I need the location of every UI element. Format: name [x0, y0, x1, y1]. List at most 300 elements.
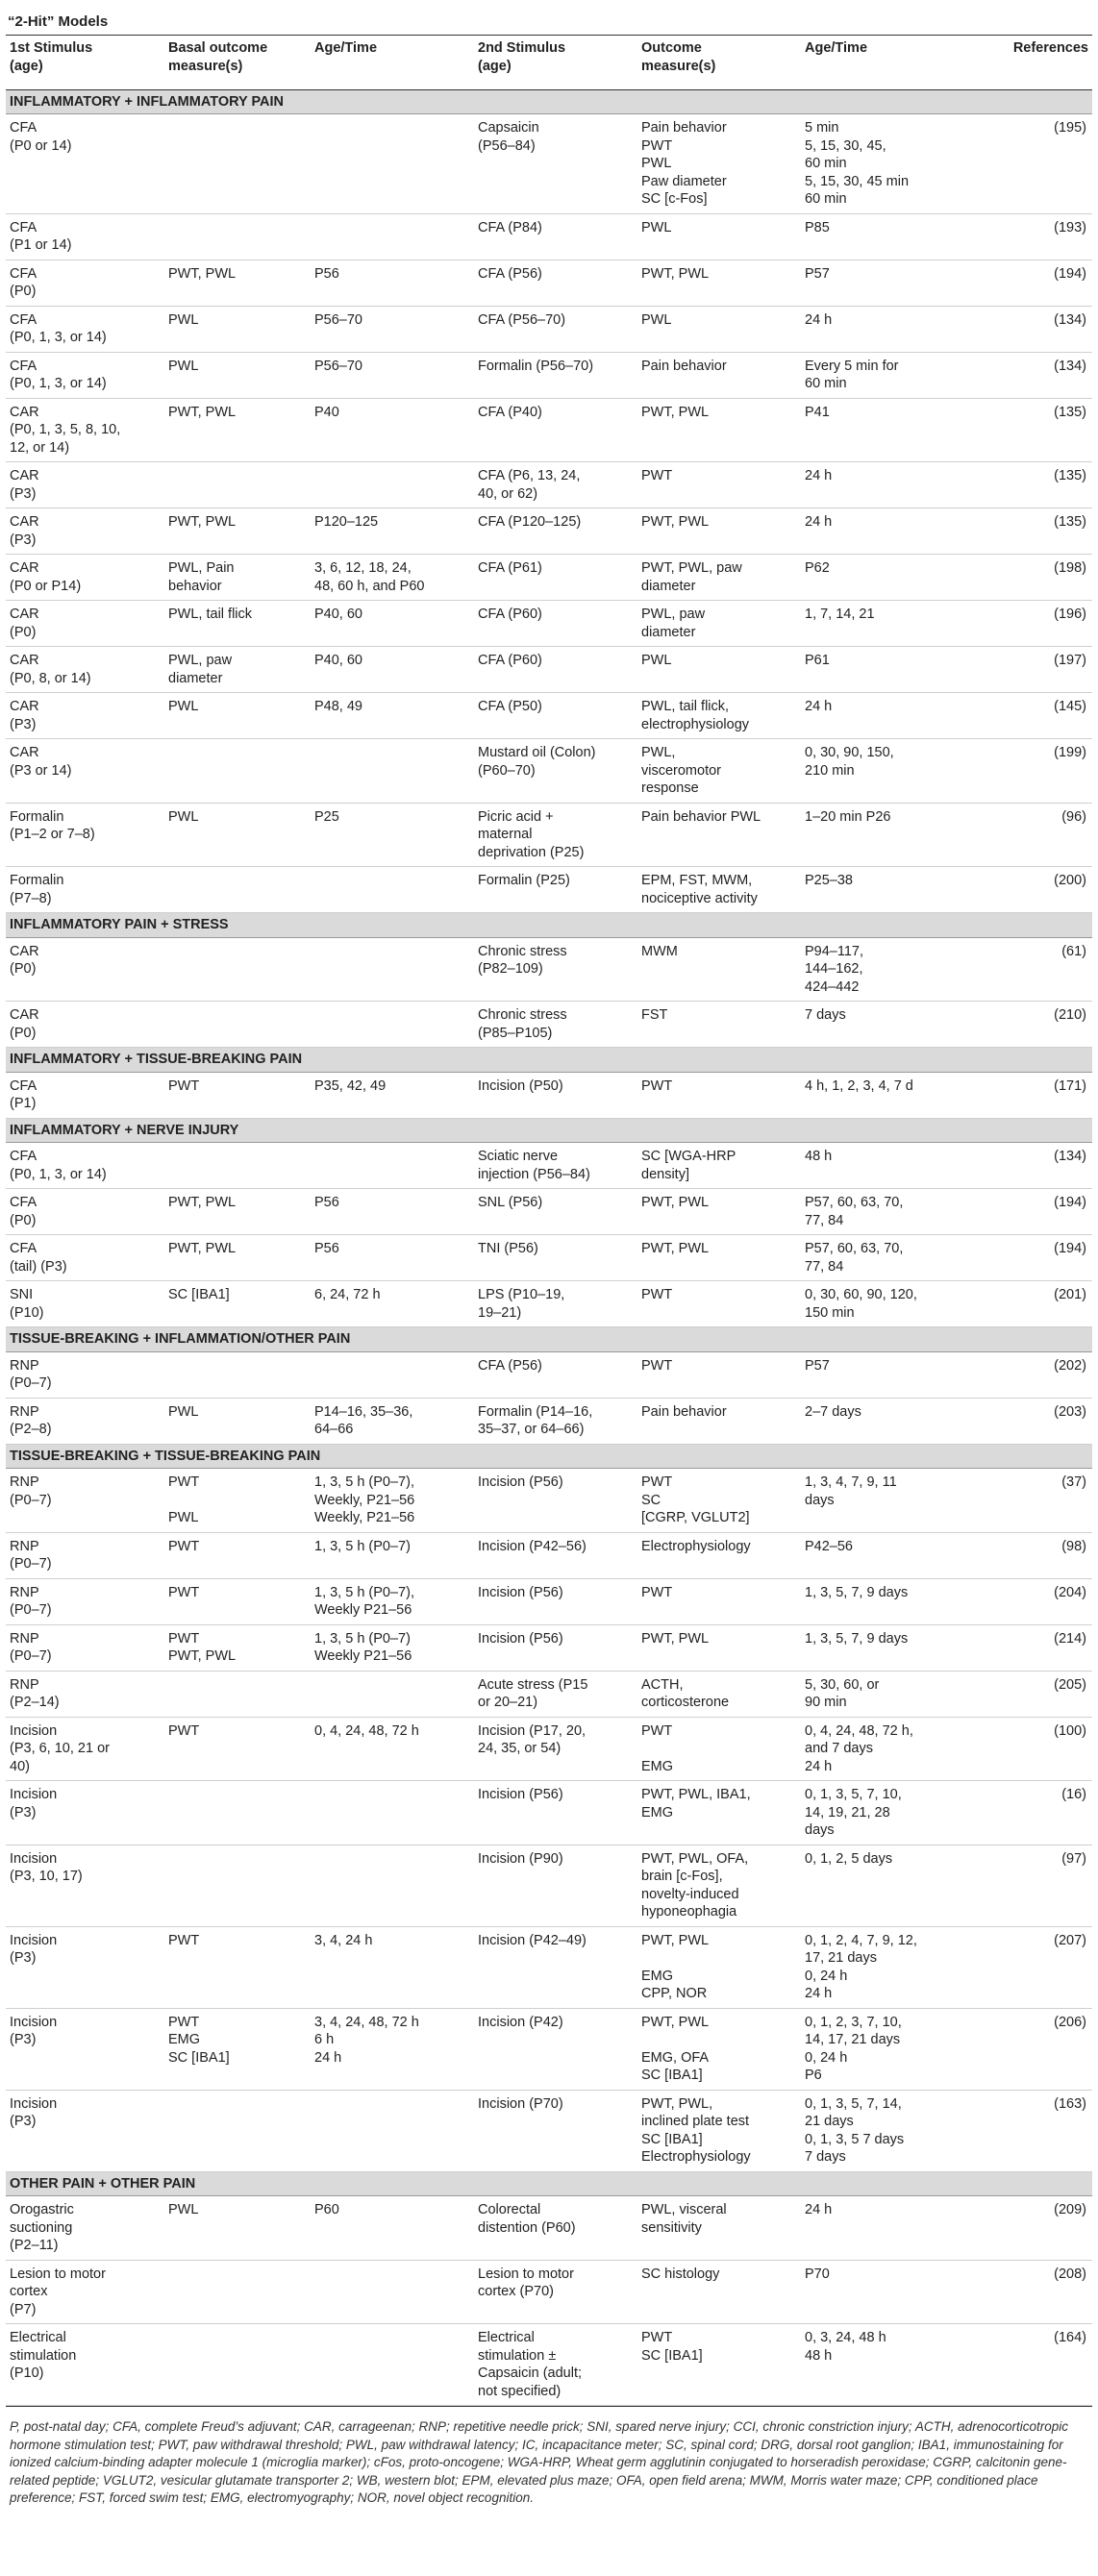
cell-outcome: PWL, visceral sensitivity — [637, 2196, 801, 2261]
cell-age-time-1: P14–16, 35–36, 64–66 — [311, 1398, 474, 1444]
cell-age-time-2: P61 — [801, 647, 981, 693]
cell-basal-outcome — [164, 1671, 311, 1717]
cell-outcome: PWT, PWL EMG CPP, NOR — [637, 1926, 801, 2008]
cell-basal-outcome — [164, 1351, 311, 1398]
cell-age-time-2: 1, 3, 5, 7, 9 days — [801, 1578, 981, 1624]
cell-second-stimulus: CFA (P60) — [474, 601, 637, 647]
cell-second-stimulus: Mustard oil (Colon) (P60–70) — [474, 739, 637, 804]
cell-age-time-1 — [311, 1351, 474, 1398]
cell-outcome: EPM, FST, MWM, nociceptive activity — [637, 867, 801, 913]
cell-outcome: PWT SC [CGRP, VGLUT2] — [637, 1469, 801, 1533]
cell-reference: (203) — [981, 1398, 1092, 1444]
cell-age-time-2: P57 — [801, 1351, 981, 1398]
table-caption: “2-Hit” Models — [6, 10, 1092, 36]
cell-outcome: PWL, tail flick, electrophysiology — [637, 693, 801, 739]
cell-reference: (96) — [981, 803, 1092, 867]
table-row — [6, 2196, 1092, 2261]
cell-age-time-2: 24 h — [801, 693, 981, 739]
cell-age-time-2: P57, 60, 63, 70, 77, 84 — [801, 1235, 981, 1281]
cell-basal-outcome: PWT — [164, 1532, 311, 1578]
cell-second-stimulus: CFA (P60) — [474, 647, 637, 693]
cell-first-stimulus: CFA (P0) — [6, 1189, 164, 1235]
cell-first-stimulus: Incision (P3) — [6, 1926, 164, 2008]
cell-reference: (195) — [981, 114, 1092, 214]
cell-basal-outcome — [164, 2324, 311, 2406]
section-header-row — [6, 913, 1092, 938]
cell-reference: (194) — [981, 1189, 1092, 1235]
cell-age-time-1: 0, 4, 24, 48, 72 h — [311, 1717, 474, 1781]
cell-first-stimulus: RNP (P0–7) — [6, 1578, 164, 1624]
cell-basal-outcome — [164, 1143, 311, 1189]
cell-age-time-2: 5, 30, 60, or 90 min — [801, 1671, 981, 1717]
table-row — [6, 739, 1092, 804]
table-row — [6, 1002, 1092, 1048]
cell-basal-outcome: PWL — [164, 306, 311, 352]
cell-first-stimulus: RNP (P0–7) — [6, 1532, 164, 1578]
cell-outcome: SC histology — [637, 2260, 801, 2324]
cell-reference: (135) — [981, 462, 1092, 508]
cell-reference: (199) — [981, 739, 1092, 804]
cell-basal-outcome: PWL — [164, 693, 311, 739]
table-row — [6, 1781, 1092, 1845]
section-header-row — [6, 1048, 1092, 1073]
cell-second-stimulus: LPS (P10–19, 19–21) — [474, 1281, 637, 1327]
cell-second-stimulus: Sciatic nerve injection (P56–84) — [474, 1143, 637, 1189]
cell-outcome: PWL — [637, 647, 801, 693]
cell-age-time-2: 0, 30, 60, 90, 120, 150 min — [801, 1281, 981, 1327]
cell-age-time-2: 1–20 min P26 — [801, 803, 981, 867]
cell-age-time-1 — [311, 2090, 474, 2171]
cell-basal-outcome: PWT, PWL — [164, 1235, 311, 1281]
cell-age-time-2: 24 h — [801, 462, 981, 508]
cell-outcome: PWT, PWL — [637, 508, 801, 555]
cell-first-stimulus: CFA (P1) — [6, 1072, 164, 1118]
cell-age-time-1 — [311, 1671, 474, 1717]
cell-reference: (134) — [981, 306, 1092, 352]
cell-second-stimulus: CFA (P84) — [474, 213, 637, 260]
cell-first-stimulus: Formalin (P1–2 or 7–8) — [6, 803, 164, 867]
section-title: INFLAMMATORY + TISSUE-BREAKING PAIN — [6, 1048, 1092, 1073]
cell-basal-outcome — [164, 114, 311, 214]
cell-basal-outcome: PWL, tail flick — [164, 601, 311, 647]
cell-age-time-1: 6, 24, 72 h — [311, 1281, 474, 1327]
cell-outcome: PWT EMG — [637, 1717, 801, 1781]
table-row — [6, 1469, 1092, 1533]
cell-outcome: Pain behavior PWT PWL Paw diameter SC [c-Fos] — [637, 114, 801, 214]
table-row — [6, 306, 1092, 352]
table-row — [6, 1281, 1092, 1327]
cell-outcome: PWT, PWL — [637, 1235, 801, 1281]
cell-first-stimulus: CAR (P0) — [6, 937, 164, 1002]
cell-reference: (193) — [981, 213, 1092, 260]
table-row — [6, 1578, 1092, 1624]
table-row — [6, 1351, 1092, 1398]
cell-age-time-1: P56–70 — [311, 306, 474, 352]
cell-first-stimulus: CFA (P0) — [6, 260, 164, 306]
table-row — [6, 114, 1092, 214]
cell-outcome: PWT, PWL — [637, 398, 801, 462]
cell-first-stimulus: CAR (P0) — [6, 1002, 164, 1048]
table-row — [6, 1398, 1092, 1444]
cell-basal-outcome: PWT — [164, 1578, 311, 1624]
table-footnote: P, post-natal day; CFA, complete Freud’s adjuvant; CAR, carrageenan; RNP; repetitive needle prick; SNI, spared nerve injury; CCI, chronic constriction injury; ACTH, adrenocorticotropic hormone stimulation test; PWT, paw withdrawal threshold; PWL, paw withdrawal latency; IC, incapacitance meter; SC, spinal cord; DRG, dorsal root ganglion; IBA1, immunostaining for ionized calcium-binding adapter molecule 1 (microglia marker); cFos, proto-oncogene; WGA-HRP, Wheat germ agglutinin conjugated to horseradish peroxidase; CGRP, calcitonin gene-related peptide; VGLUT2, vesicular glutamate transporter 2; WB, western blot; EPM, elevated plus maze; OFA, open field arena; MWM, Morris water maze; CPP, conditioned place preference; FST, forced swim test; EMG, electromyography; NOR, novel object recognition. — [6, 2406, 1092, 2508]
cell-outcome: PWT, PWL — [637, 1624, 801, 1671]
cell-first-stimulus: CAR (P3) — [6, 462, 164, 508]
cell-second-stimulus: Incision (P56) — [474, 1578, 637, 1624]
cell-age-time-2: 2–7 days — [801, 1398, 981, 1444]
cell-second-stimulus: Lesion to motor cortex (P70) — [474, 2260, 637, 2324]
cell-age-time-1: 1, 3, 5 h (P0–7) Weekly P21–56 — [311, 1624, 474, 1671]
models-table — [6, 36, 1092, 2406]
cell-age-time-2: 0, 1, 3, 5, 7, 14, 21 days 0, 1, 3, 5 7 days 7 days — [801, 2090, 981, 2171]
table-row — [6, 1235, 1092, 1281]
table-row — [6, 260, 1092, 306]
cell-age-time-2: 0, 1, 2, 3, 7, 10, 14, 17, 21 days 0, 24 h P6 — [801, 2008, 981, 2090]
cell-first-stimulus: Orogastric suctioning (P2–11) — [6, 2196, 164, 2261]
cell-reference: (194) — [981, 260, 1092, 306]
header-age-time-2: Age/Time — [801, 36, 981, 89]
cell-reference: (208) — [981, 2260, 1092, 2324]
cell-reference: (210) — [981, 1002, 1092, 1048]
cell-basal-outcome: PWT — [164, 1072, 311, 1118]
section-header-row — [6, 1327, 1092, 1352]
cell-age-time-1: P40 — [311, 398, 474, 462]
table-row — [6, 508, 1092, 555]
cell-outcome: PWT, PWL — [637, 260, 801, 306]
cell-basal-outcome — [164, 213, 311, 260]
cell-age-time-1 — [311, 1002, 474, 1048]
cell-age-time-2: P41 — [801, 398, 981, 462]
table-row — [6, 1671, 1092, 1717]
cell-reference: (206) — [981, 2008, 1092, 2090]
cell-outcome: Pain behavior — [637, 1398, 801, 1444]
cell-first-stimulus: CFA (P1 or 14) — [6, 213, 164, 260]
cell-age-time-1: P56 — [311, 1189, 474, 1235]
cell-first-stimulus: Incision (P3) — [6, 2090, 164, 2171]
cell-second-stimulus: CFA (P6, 13, 24, 40, or 62) — [474, 462, 637, 508]
cell-age-time-1 — [311, 2260, 474, 2324]
cell-age-time-1: 1, 3, 5 h (P0–7), Weekly, P21–56 Weekly, P21–56 — [311, 1469, 474, 1533]
cell-age-time-2: P62 — [801, 555, 981, 601]
cell-reference: (16) — [981, 1781, 1092, 1845]
cell-second-stimulus: CFA (P50) — [474, 693, 637, 739]
cell-first-stimulus: RNP (P2–8) — [6, 1398, 164, 1444]
cell-reference: (37) — [981, 1469, 1092, 1533]
cell-age-time-1 — [311, 867, 474, 913]
cell-age-time-2: 7 days — [801, 1002, 981, 1048]
cell-first-stimulus: CAR (P0 or P14) — [6, 555, 164, 601]
cell-first-stimulus: Incision (P3, 10, 17) — [6, 1845, 164, 1926]
cell-reference: (135) — [981, 398, 1092, 462]
table-row — [6, 1189, 1092, 1235]
cell-reference: (163) — [981, 2090, 1092, 2171]
cell-outcome: SC [WGA-HRP density] — [637, 1143, 801, 1189]
cell-second-stimulus: CFA (P56) — [474, 1351, 637, 1398]
table-row — [6, 555, 1092, 601]
cell-age-time-2: P70 — [801, 2260, 981, 2324]
cell-first-stimulus: CAR (P0) — [6, 601, 164, 647]
table-row — [6, 2324, 1092, 2406]
cell-second-stimulus: Chronic stress (P85–P105) — [474, 1002, 637, 1048]
cell-outcome: PWT SC [IBA1] — [637, 2324, 801, 2406]
cell-basal-outcome: PWL — [164, 803, 311, 867]
cell-basal-outcome: PWT, PWL — [164, 1189, 311, 1235]
section-header-row — [6, 1118, 1092, 1143]
cell-age-time-2: P57, 60, 63, 70, 77, 84 — [801, 1189, 981, 1235]
cell-age-time-1 — [311, 2324, 474, 2406]
table-row — [6, 213, 1092, 260]
cell-basal-outcome — [164, 1845, 311, 1926]
cell-age-time-2: 1, 3, 4, 7, 9, 11 days — [801, 1469, 981, 1533]
table-row — [6, 937, 1092, 1002]
cell-reference: (145) — [981, 693, 1092, 739]
cell-age-time-1: P120–125 — [311, 508, 474, 555]
cell-second-stimulus: CFA (P56) — [474, 260, 637, 306]
cell-first-stimulus: Incision (P3, 6, 10, 21 or 40) — [6, 1717, 164, 1781]
cell-second-stimulus: Incision (P70) — [474, 2090, 637, 2171]
cell-outcome: PWL — [637, 213, 801, 260]
cell-basal-outcome: PWT — [164, 1717, 311, 1781]
cell-second-stimulus: Incision (P56) — [474, 1469, 637, 1533]
cell-age-time-2: 1, 3, 5, 7, 9 days — [801, 1624, 981, 1671]
table-header — [6, 36, 1092, 89]
cell-first-stimulus: Incision (P3) — [6, 2008, 164, 2090]
cell-outcome: FST — [637, 1002, 801, 1048]
cell-age-time-2: P25–38 — [801, 867, 981, 913]
cell-second-stimulus: CFA (P40) — [474, 398, 637, 462]
cell-age-time-2: 4 h, 1, 2, 3, 4, 7 d — [801, 1072, 981, 1118]
cell-age-time-1 — [311, 114, 474, 214]
cell-reference: (98) — [981, 1532, 1092, 1578]
cell-second-stimulus: Incision (P56) — [474, 1781, 637, 1845]
cell-age-time-2: 48 h — [801, 1143, 981, 1189]
cell-first-stimulus: RNP (P0–7) — [6, 1624, 164, 1671]
cell-age-time-2: 0, 4, 24, 48, 72 h, and 7 days 24 h — [801, 1717, 981, 1781]
cell-age-time-1: 1, 3, 5 h (P0–7), Weekly P21–56 — [311, 1578, 474, 1624]
cell-basal-outcome — [164, 2090, 311, 2171]
cell-age-time-2: 0, 1, 3, 5, 7, 10, 14, 19, 21, 28 days — [801, 1781, 981, 1845]
cell-outcome: PWL, paw diameter — [637, 601, 801, 647]
cell-basal-outcome: PWT PWL — [164, 1469, 311, 1533]
cell-outcome: Electrophysiology — [637, 1532, 801, 1578]
section-title: TISSUE-BREAKING + INFLAMMATION/OTHER PAIN — [6, 1327, 1092, 1352]
cell-second-stimulus: TNI (P56) — [474, 1235, 637, 1281]
table-row — [6, 2260, 1092, 2324]
section-title: INFLAMMATORY + INFLAMMATORY PAIN — [6, 89, 1092, 114]
cell-first-stimulus: Lesion to motor cortex (P7) — [6, 2260, 164, 2324]
cell-second-stimulus: CFA (P61) — [474, 555, 637, 601]
table-row — [6, 352, 1092, 398]
table-row — [6, 1717, 1092, 1781]
cell-reference: (207) — [981, 1926, 1092, 2008]
table-row — [6, 1532, 1092, 1578]
cell-age-time-1: 3, 4, 24, 48, 72 h 6 h 24 h — [311, 2008, 474, 2090]
header-second-stimulus: 2nd Stimulus (age) — [474, 36, 637, 89]
cell-age-time-2: 0, 1, 2, 5 days — [801, 1845, 981, 1926]
cell-age-time-1: P60 — [311, 2196, 474, 2261]
cell-second-stimulus: Picric acid + maternal deprivation (P25) — [474, 803, 637, 867]
cell-age-time-2: 0, 30, 90, 150, 210 min — [801, 739, 981, 804]
cell-age-time-1 — [311, 1143, 474, 1189]
cell-basal-outcome: PWT EMG SC [IBA1] — [164, 2008, 311, 2090]
cell-second-stimulus: Formalin (P14–16, 35–37, or 64–66) — [474, 1398, 637, 1444]
cell-basal-outcome — [164, 2260, 311, 2324]
cell-outcome: PWT — [637, 462, 801, 508]
table-row — [6, 1143, 1092, 1189]
cell-first-stimulus: RNP (P2–14) — [6, 1671, 164, 1717]
cell-outcome: PWT, PWL, inclined plate test SC [IBA1] Electrophysiology — [637, 2090, 801, 2171]
cell-age-time-1: P40, 60 — [311, 647, 474, 693]
table-row — [6, 1926, 1092, 2008]
cell-second-stimulus: Chronic stress (P82–109) — [474, 937, 637, 1002]
cell-basal-outcome — [164, 1781, 311, 1845]
cell-outcome: PWT — [637, 1281, 801, 1327]
cell-reference: (97) — [981, 1845, 1092, 1926]
cell-age-time-2: P42–56 — [801, 1532, 981, 1578]
cell-age-time-2: 1, 7, 14, 21 — [801, 601, 981, 647]
cell-age-time-1 — [311, 462, 474, 508]
cell-basal-outcome: PWT — [164, 1926, 311, 2008]
cell-reference: (204) — [981, 1578, 1092, 1624]
cell-outcome: PWL, visceromotor response — [637, 739, 801, 804]
cell-outcome: PWT, PWL — [637, 1189, 801, 1235]
cell-outcome: Pain behavior — [637, 352, 801, 398]
cell-first-stimulus: CFA (tail) (P3) — [6, 1235, 164, 1281]
cell-first-stimulus: Formalin (P7–8) — [6, 867, 164, 913]
cell-age-time-1: P56 — [311, 260, 474, 306]
cell-age-time-1: P40, 60 — [311, 601, 474, 647]
section-title: OTHER PAIN + OTHER PAIN — [6, 2171, 1092, 2196]
cell-outcome: PWT, PWL, paw diameter — [637, 555, 801, 601]
cell-first-stimulus: Electrical stimulation (P10) — [6, 2324, 164, 2406]
cell-age-time-1: P48, 49 — [311, 693, 474, 739]
table-body — [6, 89, 1092, 2406]
cell-age-time-1: 1, 3, 5 h (P0–7) — [311, 1532, 474, 1578]
cell-second-stimulus: CFA (P56–70) — [474, 306, 637, 352]
table-row — [6, 2090, 1092, 2171]
table-row — [6, 1845, 1092, 1926]
table-row — [6, 398, 1092, 462]
cell-age-time-1: 3, 6, 12, 18, 24, 48, 60 h, and P60 — [311, 555, 474, 601]
cell-second-stimulus: Incision (P50) — [474, 1072, 637, 1118]
cell-outcome: PWT — [637, 1351, 801, 1398]
section-header-row — [6, 89, 1092, 114]
cell-outcome: ACTH, corticosterone — [637, 1671, 801, 1717]
cell-age-time-1 — [311, 213, 474, 260]
cell-basal-outcome: PWT, PWL — [164, 260, 311, 306]
cell-first-stimulus: CAR (P3) — [6, 508, 164, 555]
section-header-row — [6, 2171, 1092, 2196]
cell-age-time-1 — [311, 937, 474, 1002]
cell-basal-outcome: PWL — [164, 1398, 311, 1444]
cell-age-time-1: P35, 42, 49 — [311, 1072, 474, 1118]
header-basal-outcome: Basal outcome measure(s) — [164, 36, 311, 89]
cell-outcome: PWT — [637, 1578, 801, 1624]
cell-outcome: PWT, PWL, OFA, brain [c-Fos], novelty-induced hyponeophagia — [637, 1845, 801, 1926]
cell-second-stimulus: Electrical stimulation ± Capsaicin (adult; not specified) — [474, 2324, 637, 2406]
cell-reference: (197) — [981, 647, 1092, 693]
cell-outcome: PWT — [637, 1072, 801, 1118]
cell-age-time-1 — [311, 1845, 474, 1926]
cell-first-stimulus: CAR (P3) — [6, 693, 164, 739]
cell-age-time-2: 0, 1, 2, 4, 7, 9, 12, 17, 21 days 0, 24 h 24 h — [801, 1926, 981, 2008]
cell-second-stimulus: Acute stress (P15 or 20–21) — [474, 1671, 637, 1717]
cell-basal-outcome: PWT PWT, PWL — [164, 1624, 311, 1671]
cell-basal-outcome — [164, 462, 311, 508]
cell-first-stimulus: CAR (P0, 1, 3, 5, 8, 10, 12, or 14) — [6, 398, 164, 462]
cell-first-stimulus: Incision (P3) — [6, 1781, 164, 1845]
table-row — [6, 803, 1092, 867]
header-references: References — [981, 36, 1092, 89]
cell-second-stimulus: SNL (P56) — [474, 1189, 637, 1235]
cell-reference: (134) — [981, 352, 1092, 398]
cell-second-stimulus: Capsaicin (P56–84) — [474, 114, 637, 214]
cell-age-time-2: P85 — [801, 213, 981, 260]
cell-age-time-2: 0, 3, 24, 48 h 48 h — [801, 2324, 981, 2406]
header-age-time-1: Age/Time — [311, 36, 474, 89]
cell-second-stimulus: Incision (P56) — [474, 1624, 637, 1671]
cell-basal-outcome: PWL — [164, 2196, 311, 2261]
cell-basal-outcome: PWL — [164, 352, 311, 398]
cell-basal-outcome: PWL, paw diameter — [164, 647, 311, 693]
cell-outcome: PWT, PWL EMG, OFA SC [IBA1] — [637, 2008, 801, 2090]
cell-reference: (196) — [981, 601, 1092, 647]
cell-first-stimulus: SNI (P10) — [6, 1281, 164, 1327]
section-title: INFLAMMATORY + NERVE INJURY — [6, 1118, 1092, 1143]
cell-first-stimulus: CAR (P0, 8, or 14) — [6, 647, 164, 693]
cell-age-time-1: P56 — [311, 1235, 474, 1281]
cell-reference: (194) — [981, 1235, 1092, 1281]
table-row — [6, 1072, 1092, 1118]
cell-basal-outcome — [164, 937, 311, 1002]
cell-age-time-2: 24 h — [801, 2196, 981, 2261]
cell-basal-outcome — [164, 739, 311, 804]
cell-reference: (171) — [981, 1072, 1092, 1118]
table-row — [6, 601, 1092, 647]
cell-first-stimulus: CFA (P0 or 14) — [6, 114, 164, 214]
table-row — [6, 1624, 1092, 1671]
cell-second-stimulus: Incision (P42–56) — [474, 1532, 637, 1578]
header-outcome: Outcome measure(s) — [637, 36, 801, 89]
cell-outcome: PWL — [637, 306, 801, 352]
cell-first-stimulus: RNP (P0–7) — [6, 1351, 164, 1398]
cell-age-time-2: 24 h — [801, 306, 981, 352]
cell-reference: (61) — [981, 937, 1092, 1002]
cell-age-time-1: P56–70 — [311, 352, 474, 398]
cell-age-time-2: 5 min 5, 15, 30, 45, 60 min 5, 15, 30, 45 min 60 min — [801, 114, 981, 214]
table-row — [6, 867, 1092, 913]
cell-basal-outcome: PWL, Pain behavior — [164, 555, 311, 601]
cell-reference: (135) — [981, 508, 1092, 555]
cell-second-stimulus: CFA (P120–125) — [474, 508, 637, 555]
cell-second-stimulus: Incision (P17, 20, 24, 35, or 54) — [474, 1717, 637, 1781]
cell-second-stimulus: Formalin (P56–70) — [474, 352, 637, 398]
cell-reference: (205) — [981, 1671, 1092, 1717]
cell-second-stimulus: Incision (P42) — [474, 2008, 637, 2090]
cell-reference: (100) — [981, 1717, 1092, 1781]
cell-first-stimulus: CAR (P3 or 14) — [6, 739, 164, 804]
cell-age-time-1: 3, 4, 24 h — [311, 1926, 474, 2008]
section-title: INFLAMMATORY PAIN + STRESS — [6, 913, 1092, 938]
table-row — [6, 2008, 1092, 2090]
cell-age-time-1: P25 — [311, 803, 474, 867]
table-row — [6, 647, 1092, 693]
cell-age-time-2: 24 h — [801, 508, 981, 555]
cell-first-stimulus: CFA (P0, 1, 3, or 14) — [6, 1143, 164, 1189]
cell-age-time-2: P94–117, 144–162, 424–442 — [801, 937, 981, 1002]
table-row — [6, 693, 1092, 739]
cell-reference: (214) — [981, 1624, 1092, 1671]
